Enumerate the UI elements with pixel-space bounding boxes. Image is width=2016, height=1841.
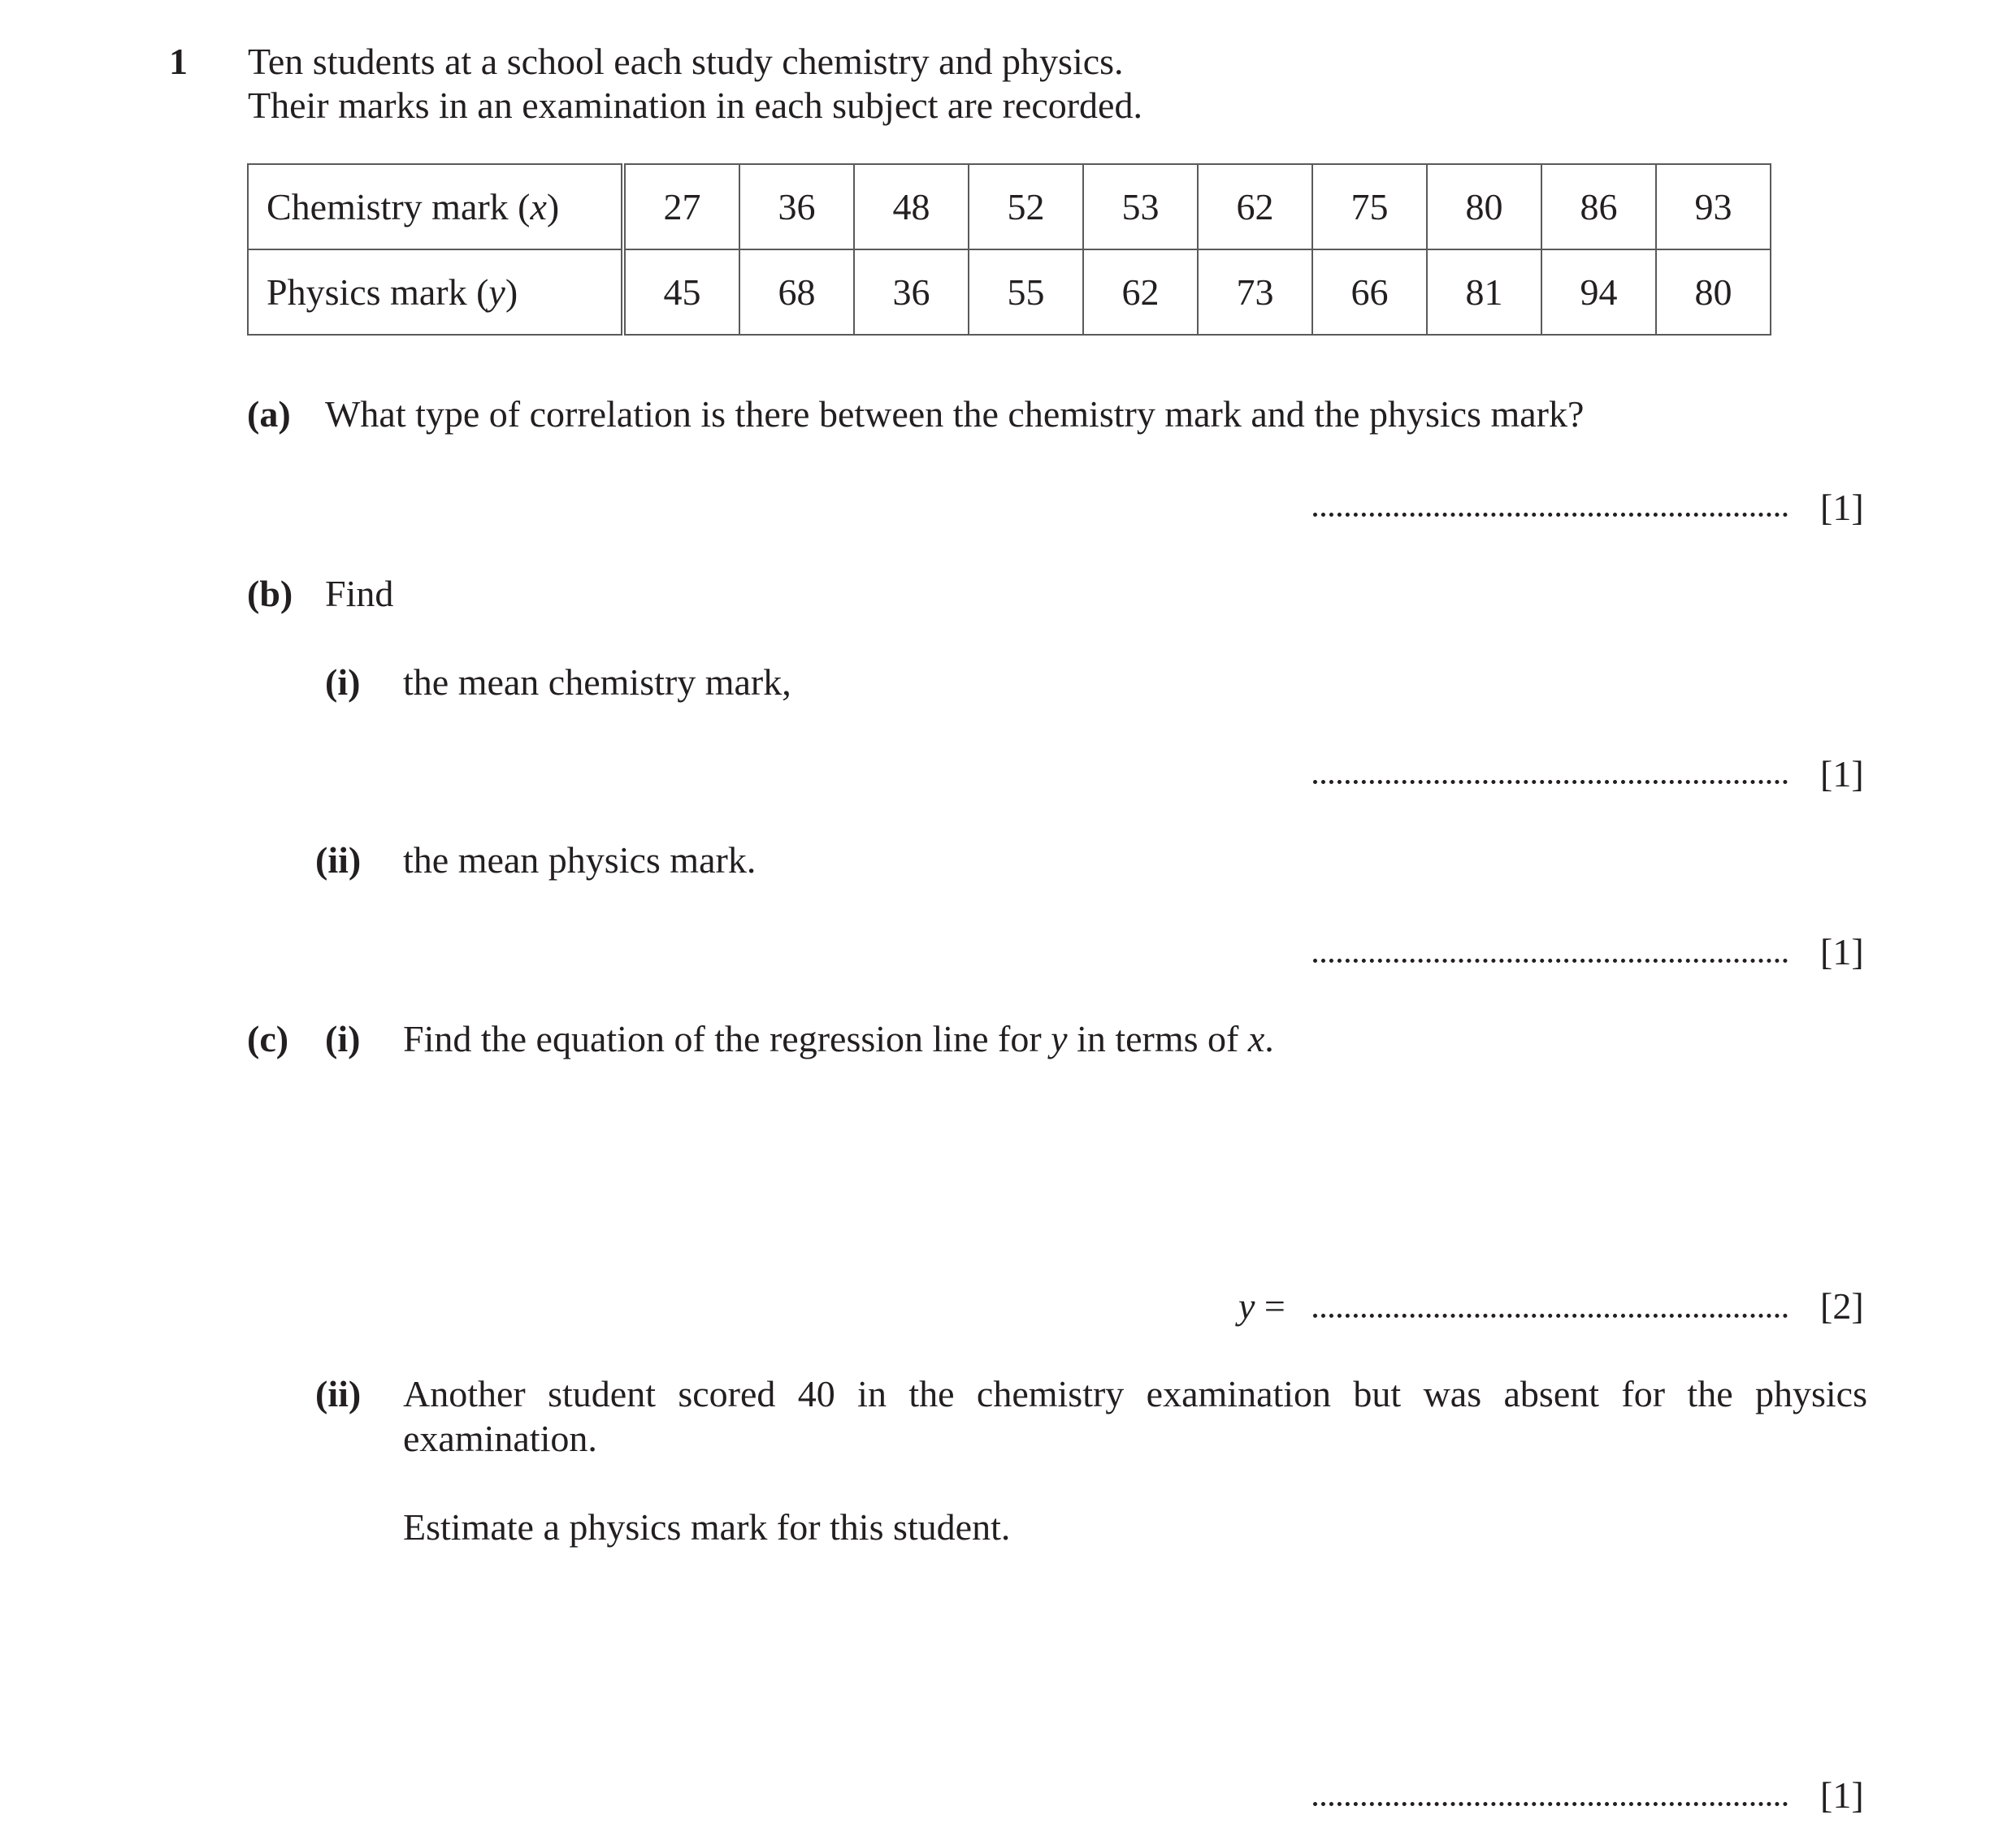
- physics-cell: 81: [1427, 249, 1541, 335]
- part-b-text: Find: [325, 573, 394, 614]
- physics-cell: 68: [739, 249, 854, 335]
- part-c-ii-answer-line[interactable]: [1313, 1802, 1788, 1806]
- marks-table: [247, 163, 1771, 336]
- physics-cell: 94: [1541, 249, 1656, 335]
- physics-cell: 55: [969, 249, 1083, 335]
- chemistry-cell: 48: [854, 164, 969, 249]
- part-b-label: (b): [247, 573, 293, 614]
- part-c-ii-marks: [1]: [1820, 1774, 1864, 1816]
- part-c-i-answer-line[interactable]: [1313, 1314, 1788, 1318]
- chemistry-cell: 86: [1541, 164, 1656, 249]
- physics-cell: 80: [1656, 249, 1771, 335]
- chemistry-cell: 36: [739, 164, 854, 249]
- part-b-ii-answer-line[interactable]: [1313, 959, 1788, 963]
- part-a-text: What type of correlation is there between the chemistry mark and the physics mark?: [325, 393, 1585, 435]
- part-b-ii-label: (ii): [315, 839, 362, 881]
- part-b-i-label: (i): [325, 661, 361, 703]
- chemistry-row: [248, 164, 1771, 249]
- chemistry-cell: 80: [1427, 164, 1541, 249]
- physics-cell: 66: [1312, 249, 1427, 335]
- part-c-ii-label: (ii): [315, 1373, 362, 1414]
- chemistry-cell: 27: [623, 164, 739, 249]
- part-c-i-label: (i): [325, 1018, 361, 1059]
- physics-cell: 73: [1198, 249, 1312, 335]
- chemistry-cell: 93: [1656, 164, 1771, 249]
- physics-row-label: Physics mark (y): [248, 249, 623, 335]
- part-c-i-marks: [2]: [1820, 1285, 1864, 1327]
- question-intro-line-2: Their marks in an examination in each subject are recorded.: [248, 84, 1142, 126]
- question-intro-line-1: Ten students at a school each study chemistry and physics.: [248, 41, 1124, 82]
- part-c-ii-text-line-1: Another student scored 40 in the chemistry examination but was absent for the physics: [403, 1373, 1867, 1414]
- part-a-answer-line[interactable]: [1313, 513, 1788, 517]
- chemistry-cell: 62: [1198, 164, 1312, 249]
- physics-row: [248, 249, 1771, 335]
- chemistry-row-label: Chemistry mark (x): [248, 164, 623, 249]
- physics-cell: 45: [623, 249, 739, 335]
- part-a-marks: [1]: [1820, 487, 1864, 528]
- question-number: 1: [169, 41, 188, 82]
- part-c-label: (c): [247, 1018, 289, 1059]
- chemistry-cell: 53: [1083, 164, 1198, 249]
- part-b-ii-text: the mean physics mark.: [403, 839, 757, 881]
- physics-cell: 36: [854, 249, 969, 335]
- chemistry-cell: 75: [1312, 164, 1427, 249]
- part-b-i-text: the mean chemistry mark,: [403, 661, 791, 703]
- part-b-i-marks: [1]: [1820, 753, 1864, 795]
- part-c-i-answer-prefix: y =: [1238, 1285, 1285, 1327]
- chemistry-cell: 52: [969, 164, 1083, 249]
- part-c-ii-text-line-2: examination.: [403, 1418, 597, 1459]
- part-c-i-text: Find the equation of the regression line for y in terms of x.: [403, 1018, 1274, 1059]
- part-b-i-answer-line[interactable]: [1313, 780, 1788, 784]
- physics-cell: 62: [1083, 249, 1198, 335]
- part-a-label: (a): [247, 393, 291, 435]
- part-b-ii-marks: [1]: [1820, 931, 1864, 972]
- part-c-ii-text-line-3: Estimate a physics mark for this student.: [403, 1506, 1011, 1548]
